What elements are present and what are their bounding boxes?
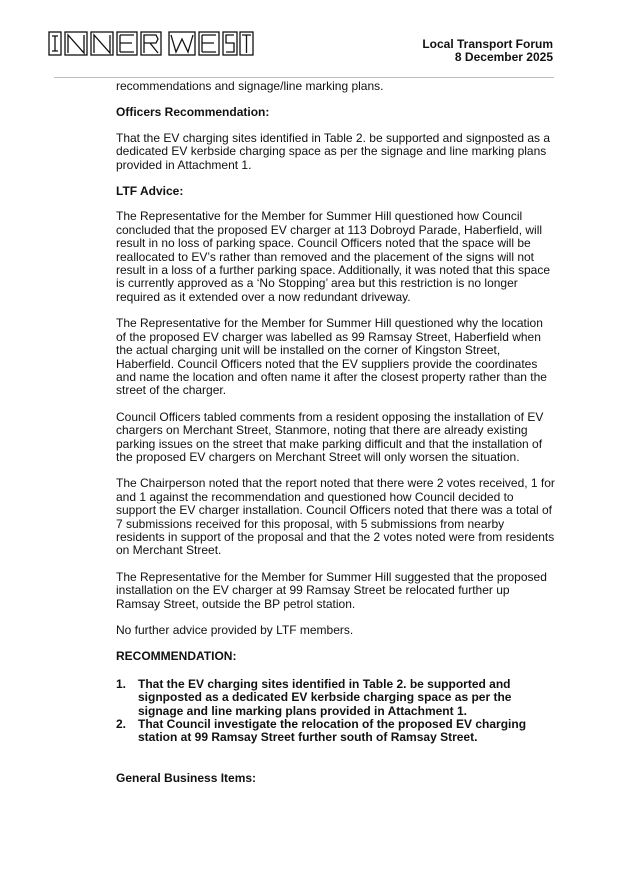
officers-recommendation-text: That the EV charging sites identified in Table 2. be supported and signposted as a dedicated EV kerbside charging space as per the signage and line marking plans provided in Attachment 1. <box>116 130 551 172</box>
page-header <box>0 0 628 78</box>
advice-paragraph: The Chairperson noted that the report noted that there were 2 votes received, 1 for and 1 against the recommendation and questioned how Council decided to support the EV charger installation. Council Officers noted that there was a total of 7 submissions received for this proposal, with 5 submissions from nearby residents in support of the proposal and that the 2 votes noted were from residents on Merchant Street. <box>116 476 555 558</box>
list-item-text: That the EV charging sites identified in Table 2. be supported and signposted as a dedicated EV kerbside charging space as per the signage and line marking plans provided in Attachment 1. <box>138 676 512 718</box>
header-meta <box>422 38 553 64</box>
advice-paragraph: The Representative for the Member for Summer Hill questioned why the location of the proposed EV charger was labelled as 99 Ramsay Street, Haberfield when the actual charging unit will be installed on the corner of Kingston Street, Haberfield. Council Officers noted that the EV suppliers provide the coordinates and name the location and often name it after the closest property rather than the street of the charger. <box>116 316 547 398</box>
list-item-number: 1. <box>116 676 127 691</box>
advice-paragraph: Council Officers tabled comments from a resident opposing the installation of EV chargers on Merchant Street, Stanmore, noting that there are already existing parking issues on the street that make parking difficult and that the installation of the proposed EV chargers on Merchant Street will only worsen the situation. <box>116 409 544 464</box>
advice-paragraph: The Representative for the Member for Summer Hill suggested that the proposed installation on the EV charger at 99 Ramsay Street be relocated further up Ramsay Street, outside the BP petrol station. <box>116 569 547 611</box>
meeting-date: 8 December 2025 <box>454 50 553 64</box>
ltf-advice-heading: LTF Advice: <box>116 184 184 199</box>
list-item <box>116 678 556 718</box>
recommendation-heading: RECOMMENDATION: <box>116 649 237 664</box>
list-item-text: That Council investigate the relocation of the proposed EV charging station at 99 Ramsay Street further south of Ramsay Street. <box>138 717 527 745</box>
header-divider <box>54 77 554 78</box>
list-item-number: 2. <box>116 717 127 732</box>
general-business-heading: General Business Items: <box>116 770 257 785</box>
list-item <box>116 718 556 745</box>
forum-title: Local Transport Forum <box>422 37 553 51</box>
inner-west-logo <box>48 31 254 57</box>
advice-paragraph: The Representative for the Member for Summer Hill questioned how Council concluded that the proposed EV charger at 113 Dobroyd Parade, Haberfield, will result in no loss of parking space. Council Officers noted that the space will be reallocated to EV’s rather than removed and the placement of the signs will not result in a loss of a further parking space. Additionally, it was noted that this space is currently approved as a ‘No Stopping’ area but this restriction is no longer required as it extended over a now redundant driveway. <box>116 209 551 304</box>
continued-paragraph: recommendations and signage/line marking plans. <box>116 79 384 93</box>
recommendation-list <box>116 678 556 745</box>
officers-recommendation-heading: Officers Recommendation: <box>116 105 270 120</box>
advice-paragraph: No further advice provided by LTF members. <box>116 623 354 637</box>
document-body <box>116 80 556 785</box>
